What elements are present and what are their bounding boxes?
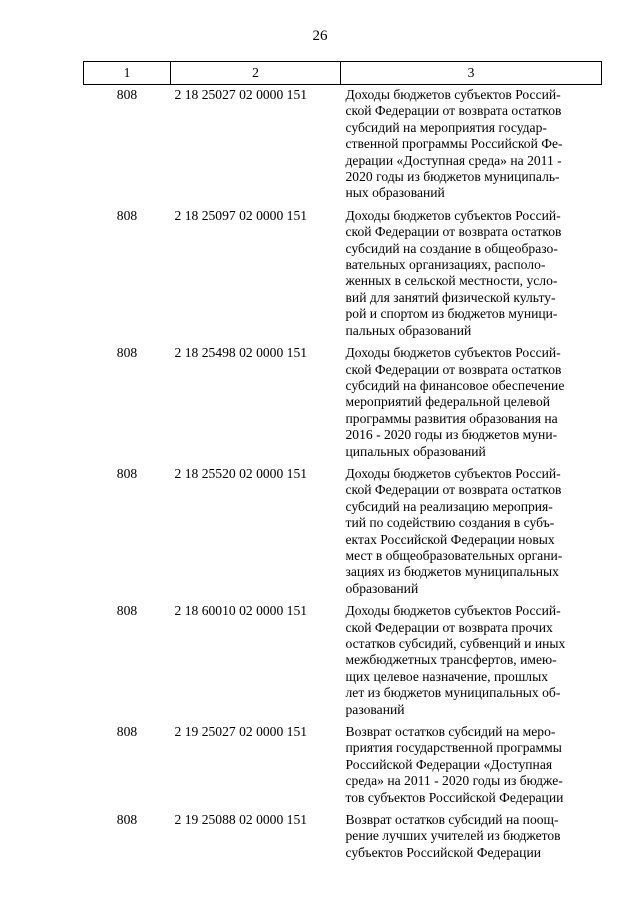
description-line: разований	[345, 701, 405, 717]
description-line: лет из бюджетов муниципальных об-	[345, 685, 561, 701]
description-line: ской Федерации от возврата прочих	[345, 619, 553, 635]
revenue-description-cell	[341, 85, 602, 208]
budget-classification-code-cell: 2 19 25027 02 0000 151	[174, 724, 308, 740]
description-line: приятия государственной программы	[345, 740, 562, 756]
description-line: 2020 годы из бюджетов муниципаль-	[345, 169, 560, 185]
administrator-code-cell: 808	[116, 345, 138, 361]
budget-classification-code-cell: 2 18 60010 02 0000 151	[174, 603, 308, 619]
revenue-description-cell	[341, 345, 602, 466]
description-line: тий по содействию создания в субъ-	[345, 515, 555, 531]
description-line: программы развития образования на	[345, 410, 558, 426]
description-line: щих целевое назначение, прошлых	[345, 668, 549, 684]
table-body	[84, 85, 602, 868]
description-line: субъектов Российской Федерации	[345, 844, 542, 860]
budget-classification-code-cell: 2 19 25088 02 0000 151	[174, 812, 308, 828]
description-line: 2016 - 2020 годы из бюджетов муни-	[345, 427, 558, 443]
description-line: Доходы бюджетов субъектов Россий-	[345, 465, 561, 481]
description-line: дерации «Доступная среда» на 2011 -	[345, 152, 562, 168]
table-row	[84, 603, 602, 724]
description-line: рение лучших учителей из бюджетов	[345, 828, 561, 844]
description-line: Доходы бюджетов субъектов Россий-	[345, 207, 561, 223]
table-header-row	[84, 62, 602, 85]
table-row	[84, 345, 602, 466]
description-line: ской Федерации от возврата остатков	[345, 103, 562, 119]
revenue-description-cell	[341, 466, 602, 603]
description-line: Доходы бюджетов субъектов Россий-	[345, 87, 561, 102]
table-row	[84, 208, 602, 345]
administrator-code-cell: 808	[116, 87, 138, 102]
description-line: рой и спортом из бюджетов муници-	[345, 306, 558, 322]
description-line: тов субъектов Российской Федерации	[345, 789, 564, 805]
revenue-description-cell	[341, 603, 602, 724]
description-line: субсидий на реализацию мероприя-	[345, 498, 553, 514]
table-row	[84, 85, 602, 208]
table-row	[84, 466, 602, 603]
budget-classification-code-cell: 2 18 25520 02 0000 151	[174, 465, 308, 481]
revenue-description-cell	[341, 208, 602, 345]
table-row	[84, 724, 602, 812]
description-line: мероприятий федеральной целевой	[345, 394, 551, 410]
table-row	[84, 812, 602, 867]
description-line: субсидий на мероприятия государ-	[345, 119, 547, 135]
column-header-3: 3	[341, 62, 602, 85]
description-line: пальных образований	[345, 322, 472, 338]
revenue-codes-table	[83, 61, 602, 867]
budget-classification-code-cell: 2 18 25027 02 0000 151	[174, 87, 308, 102]
budget-classification-code-cell: 2 18 25097 02 0000 151	[174, 207, 308, 223]
description-line: ской Федерации от возврата остатков	[345, 224, 562, 240]
description-line: образований	[345, 580, 419, 596]
description-line: Российской Федерации «Доступная	[345, 756, 553, 772]
administrator-code-cell: 808	[116, 724, 138, 740]
description-line: ской Федерации от возврата остатков	[345, 361, 562, 377]
description-line: Доходы бюджетов субъектов Россий-	[345, 603, 561, 619]
description-line: мест в общеобразовательных органи-	[345, 547, 563, 563]
description-line: Возврат остатков субсидий на поощ-	[345, 812, 559, 828]
description-line: вательных организациях, располо-	[345, 257, 546, 273]
column-header-1: 1	[84, 62, 171, 85]
description-line: ципальных образований	[345, 443, 486, 459]
column-header-2: 2	[171, 62, 341, 85]
administrator-code-cell: 808	[116, 465, 138, 481]
description-line: среда» на 2011 - 2020 годы из бюдже-	[345, 773, 563, 789]
description-line: вий для занятий физической культу-	[345, 289, 556, 305]
description-line: Возврат остатков субсидий на меро-	[345, 724, 556, 740]
description-line: Доходы бюджетов субъектов Россий-	[345, 345, 561, 361]
description-line: остатков субсидий, субвенций и иных	[345, 636, 566, 651]
budget-classification-code-cell: 2 18 25498 02 0000 151	[174, 345, 308, 361]
page-number: 26	[312, 28, 328, 44]
revenue-description-cell	[341, 812, 602, 867]
revenue-description-cell	[341, 724, 602, 812]
administrator-code-cell: 808	[116, 603, 138, 619]
description-line: ской Федерации от возврата остатков	[345, 482, 562, 498]
description-line: ектах Российской Федерации новых	[345, 531, 555, 547]
administrator-code-cell: 808	[116, 207, 138, 223]
description-line: ных образований	[345, 185, 445, 201]
description-line: субсидий на финансовое обеспечение	[345, 377, 565, 393]
description-line: женных в сельской местности, усло-	[345, 273, 558, 289]
description-line: субсидий на создание в общеобразо-	[345, 240, 558, 256]
description-line: ственной программы Российской Фе-	[345, 136, 563, 152]
administrator-code-cell: 808	[116, 812, 138, 828]
description-line: межбюджетных трансфертов, имею-	[345, 652, 557, 668]
description-line: зациях из бюджетов муниципальных	[345, 564, 559, 580]
